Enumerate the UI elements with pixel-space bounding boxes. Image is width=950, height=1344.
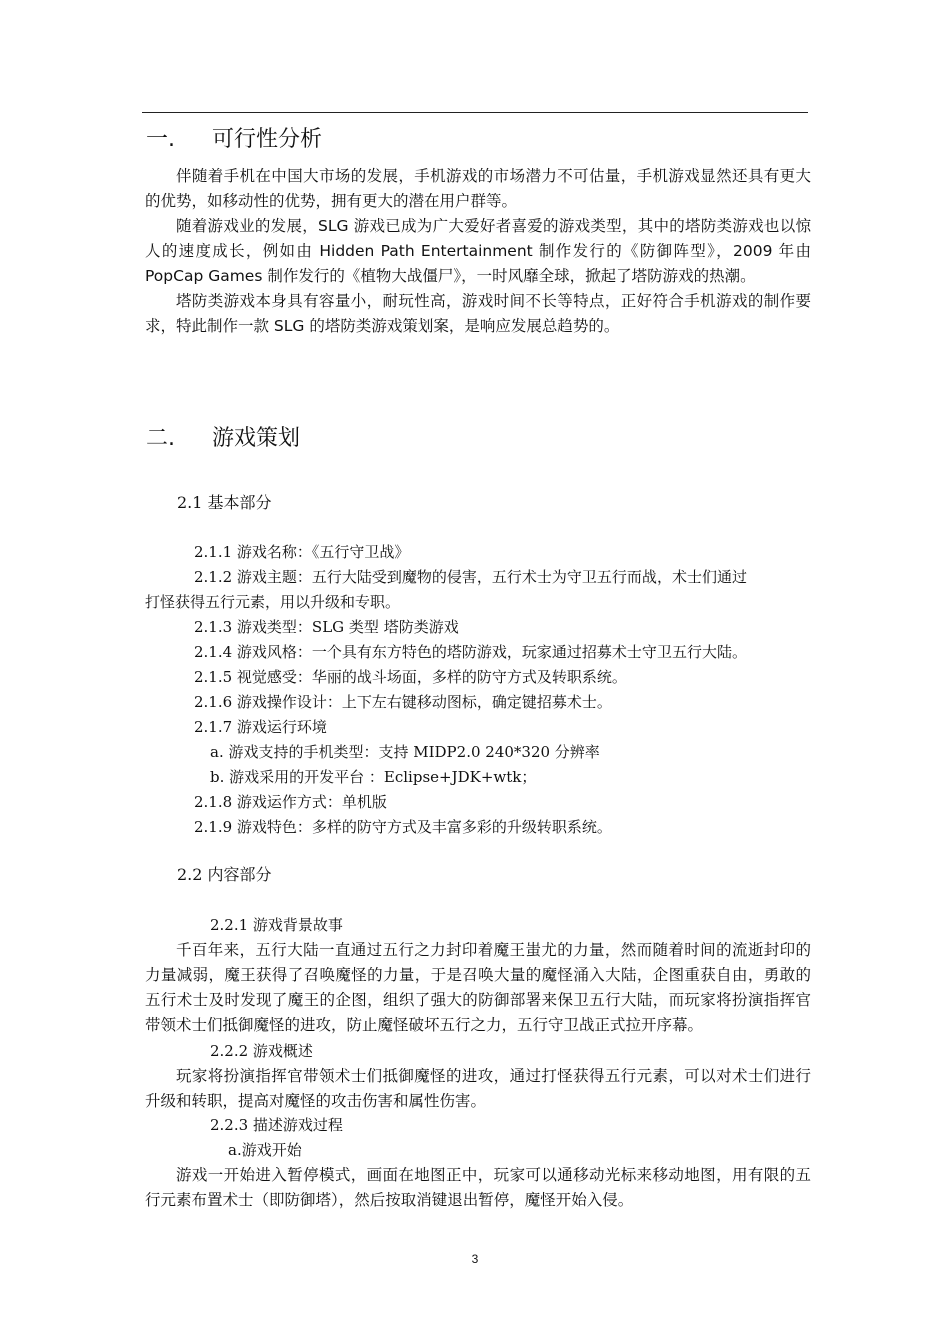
section-title: 游戏策划 (212, 426, 301, 451)
list-item: 2.1.1 游戏名称：《五行守卫战》 (194, 543, 410, 561)
paragraph: 千百年来，五行大陆一直通过五行之力封印着魔王蚩尤的力量，然而随着时间的流逝封印的力量减弱，魔王获得了召唤魔怪的力量，于是召唤大量的魔怪涌入大陆，企图重获自由，勇敢的五行术士及时发现了魔王的企图，组织了强大的防御部署来保卫五行大陆，而玩家将扮演指挥官带领术士们抵御魔怪的进攻，防止魔怪破坏五行之力，五行守卫战正式拉开序幕。 (145, 941, 811, 1034)
list-subitem: b. 游戏采用的开发平台 ：Eclipse+JDK+wtk； (210, 768, 537, 786)
paragraph: 玩家将扮演指挥官带领术士们抵御魔怪的进攻，通过打怪获得五行元素，可以对术士们进行升级和转职，提高对魔怪的攻击伤害和属性伤害。 (145, 1067, 811, 1110)
section-number: 二. (146, 426, 175, 451)
paragraph: 伴随着手机在中国大市场的发展，手机游戏的市场潜力不可估量，手机游戏显然还具有更大的优势，如移动性的优势，拥有更大的潜在用户群等。 (145, 167, 811, 210)
list-item: 2.1.3 游戏类型：SLG 类型 塔防类游戏 (194, 618, 459, 636)
list-item: 2.1.5 视觉感受：华丽的战斗场面，多样的防守方式及转职系统。 (194, 668, 627, 686)
section-title: 可行性分析 (212, 127, 323, 152)
list-subitem: a. 游戏支持的手机类型：支持 MIDP2.0 240*320 分辨率 (210, 743, 600, 761)
subsection-heading-basic: 2.1 基本部分 (177, 493, 272, 512)
list-item: 2.1.8 游戏运作方式：单机版 (194, 793, 387, 811)
paragraph: 游戏一开始进入暂停模式，画面在地图正中，玩家可以通移动光标来移动地图，用有限的五行元素布置术士（即防御塔），然后按取消键退出暂停，魔怪开始入侵。 (145, 1166, 811, 1209)
list-item: 2.1.4 游戏风格：一个具有东方特色的塔防游戏，玩家通过招募术士守卫五行大陆。 (194, 643, 747, 661)
game-start-body (145, 1163, 811, 1213)
paragraph: 随着游戏业的发展，SLG 游戏已成为广大爱好者喜爱的游戏类型，其中的塔防类游戏也以惊人的速度成长，例如由 Hidden Path Entertainment 制作发行的《防御阵型》，2009 年由 PopCap Games 制作发行的《植物大战僵尸》，一时风靡全球，掀起了塔防游戏的热潮。 (145, 217, 811, 285)
section-number: 一. (146, 127, 175, 152)
list-item-continuation: 打怪获得五行元素，用以升级和专职。 (145, 593, 401, 611)
step-heading: a.游戏开始 (228, 1141, 302, 1159)
section-heading-game-plan (146, 421, 300, 452)
paragraph: 塔防类游戏本身具有容量小，耐玩性高，游戏时间不长等特点，正好符合手机游戏的制作要求，特此制作一款 SLG 的塔防类游戏策划案，是响应发展总趋势的。 (145, 292, 811, 335)
list-item: 2.1.9 游戏特色：多样的防守方式及丰富多彩的升级转职系统。 (194, 818, 612, 836)
list-item: 2.1.2 游戏主题：五行大陆受到魔物的侵害，五行术士为守卫五行而战，术士们通过 (194, 568, 747, 586)
list-item: 2.1.6 游戏操作设计：上下左右键移动图标，确定键招募术士。 (194, 693, 612, 711)
subsubsection-heading: 2.2.2 游戏概述 (210, 1042, 313, 1060)
page-number: 3 (471, 1252, 479, 1266)
overview-body (145, 1064, 811, 1114)
header-rule (142, 112, 808, 113)
background-story-body (145, 938, 811, 1038)
feasibility-body (145, 164, 811, 339)
subsubsection-heading: 2.2.1 游戏背景故事 (210, 916, 343, 934)
list-item: 2.1.7 游戏运行环境 (194, 718, 327, 736)
subsubsection-heading: 2.2.3 描述游戏过程 (210, 1116, 343, 1134)
subsection-heading-content: 2.2 内容部分 (177, 865, 272, 884)
section-heading-feasibility (146, 122, 322, 153)
